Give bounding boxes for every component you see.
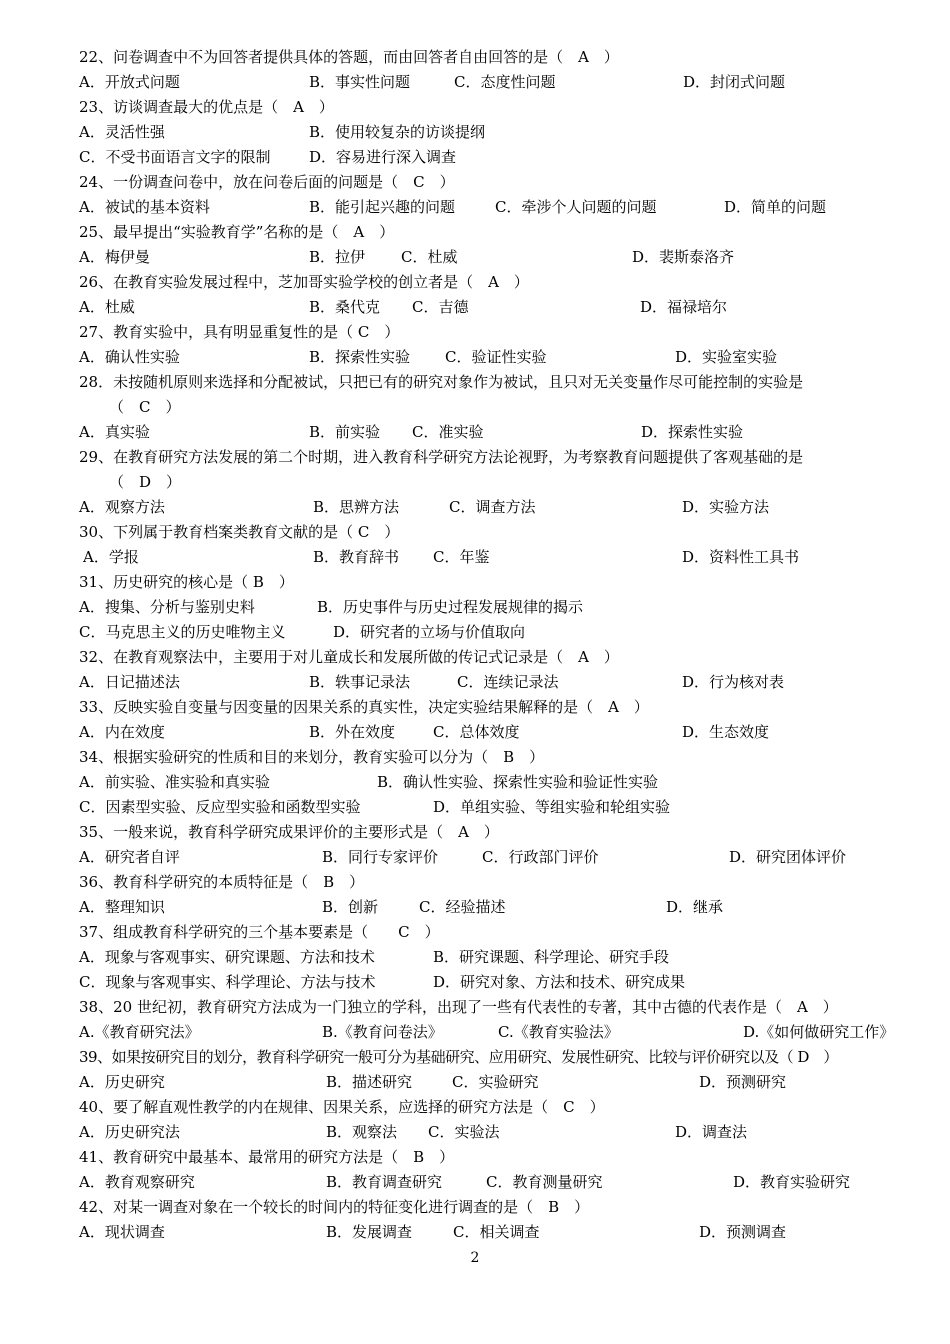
option-c: C．经验描述 xyxy=(419,898,506,916)
question-31-stem: 31、历史研究的核心是（ B ） xyxy=(79,573,294,591)
option-b: B．同行专家评价 xyxy=(322,848,439,866)
option-a: A．梅伊曼 xyxy=(79,248,150,266)
option-c: C．现象与客观事实、科学理论、方法与技术 xyxy=(79,973,376,991)
option-b: B．事实性问题 xyxy=(309,73,411,91)
option-d: D．资料性工具书 xyxy=(682,548,800,566)
option-a: A．学报 xyxy=(83,548,139,566)
question-39-stem: 39、如果按研究目的划分，教育科学研究一般可分为基础研究、应用研究、发展性研究、比较与评价研究以及（ D ） xyxy=(79,1048,838,1066)
option-c: C．因素型实验、反应型实验和函数型实验 xyxy=(79,798,361,816)
option-a: A．观察方法 xyxy=(79,498,165,516)
question-39-options xyxy=(79,1070,910,1095)
question-28-stem: 28．未按随机原则来选择和分配被试，只把已有的研究对象作为被试，且只对无关变量作尽可能控制的实验是 xyxy=(79,373,804,391)
question-31-options-row2 xyxy=(79,620,910,645)
option-b: B．确认性实验、探索性实验和验证性实验 xyxy=(377,773,659,791)
question-22-options xyxy=(79,70,910,95)
option-a: A．被试的基本资料 xyxy=(79,198,210,216)
question-34-options-row1 xyxy=(79,770,910,795)
question-31-options-row1 xyxy=(79,595,910,620)
option-b: B．描述研究 xyxy=(326,1073,413,1091)
option-d: D．单组实验、等组实验和轮组实验 xyxy=(433,798,671,816)
question-24-stem: 24、一份调查问卷中，放在问卷后面的问题是（ C ） xyxy=(79,173,455,191)
question-22-stem: 22、问卷调查中不为回答者提供具体的答题，而由回答者自由回答的是（ A ） xyxy=(79,48,619,66)
option-d: D.《如何做研究工作》 xyxy=(743,1023,895,1041)
option-d: D．封闭式问题 xyxy=(683,73,786,91)
question-32-options xyxy=(79,670,910,695)
option-d: D．预测研究 xyxy=(699,1073,787,1091)
question-41-options xyxy=(79,1170,910,1195)
question-32-stem: 32、在教育观察法中，主要用于对儿童成长和发展所做的传记式记录是（ A ） xyxy=(79,648,619,666)
option-d: D．研究团体评价 xyxy=(729,848,847,866)
question-35-options xyxy=(79,845,910,870)
option-b: B．教育调查研究 xyxy=(326,1173,443,1191)
question-24-options xyxy=(79,195,910,220)
question-40-stem: 40、要了解直观性教学的内在规律、因果关系，应选择的研究方法是（ C ） xyxy=(79,1098,605,1116)
question-33-options xyxy=(79,720,910,745)
option-a: A．历史研究 xyxy=(79,1073,165,1091)
option-a: A.《教育研究法》 xyxy=(79,1023,200,1041)
question-42-options xyxy=(79,1220,910,1245)
question-30-stem: 30、下列属于教育档案类教育文献的是（ C ） xyxy=(79,523,400,541)
option-c: C．杜威 xyxy=(401,248,458,266)
option-b: B．前实验 xyxy=(309,423,381,441)
question-28-stem-cont: （ C ） xyxy=(109,398,181,416)
question-40-options xyxy=(79,1120,910,1145)
question-27-stem: 27、教育实验中，具有明显重复性的是（ C ） xyxy=(79,323,400,341)
question-34-options-row2 xyxy=(79,795,910,820)
option-b: B．思辨方法 xyxy=(313,498,400,516)
option-c: C．马克思主义的历史唯物主义 xyxy=(79,623,286,641)
option-b: B．外在效度 xyxy=(309,723,396,741)
option-c: C．连续记录法 xyxy=(457,673,559,691)
option-a: A．杜威 xyxy=(79,298,135,316)
question-25-stem: 25、最早提出“实验教育学”名称的是（ A ） xyxy=(79,223,395,241)
option-d: D．行为核对表 xyxy=(682,673,785,691)
question-35-stem: 35、一般来说，教育科学研究成果评价的主要形式是（ A ） xyxy=(79,823,499,841)
option-a: A．日记描述法 xyxy=(79,673,180,691)
option-b: B．观察法 xyxy=(326,1123,398,1141)
option-b: B．创新 xyxy=(322,898,379,916)
option-c: C．态度性问题 xyxy=(454,73,556,91)
question-26-options xyxy=(79,295,910,320)
question-37-options-row1 xyxy=(79,945,910,970)
option-b: B．教育辞书 xyxy=(313,548,400,566)
option-d: D．调查法 xyxy=(675,1123,748,1141)
option-c: C．牵涉个人问题的问题 xyxy=(495,198,657,216)
option-b: B．探索性实验 xyxy=(309,348,411,366)
option-c: C．年鉴 xyxy=(433,548,490,566)
question-37-options-row2 xyxy=(79,970,910,995)
option-a: A．现象与客观事实、研究课题、方法和技术 xyxy=(79,948,375,966)
option-d: D．研究者的立场与价值取向 xyxy=(333,623,526,641)
question-38-options xyxy=(79,1020,910,1045)
option-a: A．历史研究法 xyxy=(79,1123,180,1141)
option-a: A．灵活性强 xyxy=(79,123,165,141)
page-number: 2 xyxy=(470,1250,480,1266)
question-36-options xyxy=(79,895,910,920)
option-a: A．整理知识 xyxy=(79,898,165,916)
option-d: D．探索性实验 xyxy=(641,423,744,441)
option-b: B．发展调查 xyxy=(326,1223,413,1241)
option-b: B．桑代克 xyxy=(309,298,381,316)
option-c: C．验证性实验 xyxy=(445,348,547,366)
option-d: D．容易进行深入调查 xyxy=(309,148,457,166)
option-a: A．现状调查 xyxy=(79,1223,165,1241)
option-d: D．实验室实验 xyxy=(675,348,778,366)
option-a: A．确认性实验 xyxy=(79,348,180,366)
question-41-stem: 41、教育研究中最基本、最常用的研究方法是（ B ） xyxy=(79,1148,455,1166)
option-c: C．相关调查 xyxy=(453,1223,540,1241)
option-d: D．简单的问题 xyxy=(724,198,827,216)
question-42-stem: 42、对某一调查对象在一个较长的时间内的特征变化进行调查的是（ B ） xyxy=(79,1198,590,1216)
question-34-stem: 34、根据实验研究的性质和目的来划分，教育实验可以分为（ B ） xyxy=(79,748,545,766)
option-a: A．开放式问题 xyxy=(79,73,180,91)
option-b: B.《教育问卷法》 xyxy=(322,1023,443,1041)
option-d: D．生态效度 xyxy=(682,723,770,741)
option-c: C．行政部门评价 xyxy=(482,848,599,866)
question-28-options xyxy=(79,420,910,445)
option-c: C．不受书面语言文字的限制 xyxy=(79,148,271,166)
question-26-stem: 26、在教育实验发展过程中，芝加哥实验学校的创立者是（ A ） xyxy=(79,273,529,291)
option-c: C．准实验 xyxy=(412,423,484,441)
question-29-stem-cont: （ D ） xyxy=(109,473,182,491)
option-b: B．拉伊 xyxy=(309,248,366,266)
option-b: B．能引起兴趣的问题 xyxy=(309,198,456,216)
option-c: C．调查方法 xyxy=(449,498,536,516)
question-30-options xyxy=(79,545,910,570)
option-d: D．实验方法 xyxy=(682,498,770,516)
option-c: C.《教育实验法》 xyxy=(498,1023,619,1041)
option-c: C．实验研究 xyxy=(452,1073,539,1091)
question-23-options-row2 xyxy=(79,145,910,170)
question-27-options xyxy=(79,345,910,370)
option-a: A．搜集、分析与鉴别史料 xyxy=(79,598,255,616)
question-37-stem: 37、组成教育科学研究的三个基本要素是（ C ） xyxy=(79,923,440,941)
question-25-options xyxy=(79,245,910,270)
option-c: C．吉德 xyxy=(412,298,469,316)
option-a: A．内在效度 xyxy=(79,723,165,741)
option-d: D．福禄培尔 xyxy=(640,298,728,316)
question-23-stem: 23、访谈调查最大的优点是（ A ） xyxy=(79,98,334,116)
option-d: D．预测调查 xyxy=(699,1223,787,1241)
question-33-stem: 33、反映实验自变量与因变量的因果关系的真实性，决定实验结果解释的是（ A ） xyxy=(79,698,649,716)
option-b: B．历史事件与历史过程发展规律的揭示 xyxy=(317,598,584,616)
option-b: B．轶事记录法 xyxy=(309,673,411,691)
option-a: A．真实验 xyxy=(79,423,150,441)
question-29-options xyxy=(79,495,910,520)
option-c: C．总体效度 xyxy=(433,723,520,741)
question-36-stem: 36、教育科学研究的本质特征是（ B ） xyxy=(79,873,365,891)
option-d: D．裴斯泰洛齐 xyxy=(632,248,735,266)
option-d: D．教育实验研究 xyxy=(733,1173,851,1191)
option-a: A．研究者自评 xyxy=(79,848,180,866)
question-23-options-row1 xyxy=(79,120,910,145)
question-38-stem: 38、20 世纪初，教育研究方法成为一门独立的学科，出现了一些有代表性的专著，其中古德的代表作是（ A ） xyxy=(79,998,838,1016)
question-29-stem: 29、在教育研究方法发展的第二个时期，进入教育科学研究方法论视野，为考察教育问题提供了客观基础的是 xyxy=(79,448,804,466)
option-d: D．继承 xyxy=(666,898,724,916)
option-a: A．教育观察研究 xyxy=(79,1173,195,1191)
option-c: C．实验法 xyxy=(428,1123,500,1141)
option-a: A．前实验、准实验和真实验 xyxy=(79,773,270,791)
option-c: C．教育测量研究 xyxy=(486,1173,603,1191)
option-b: B．研究课题、科学理论、研究手段 xyxy=(433,948,670,966)
option-d: D．研究对象、方法和技术、研究成果 xyxy=(433,973,686,991)
option-b: B．使用较复杂的访谈提纲 xyxy=(309,123,486,141)
